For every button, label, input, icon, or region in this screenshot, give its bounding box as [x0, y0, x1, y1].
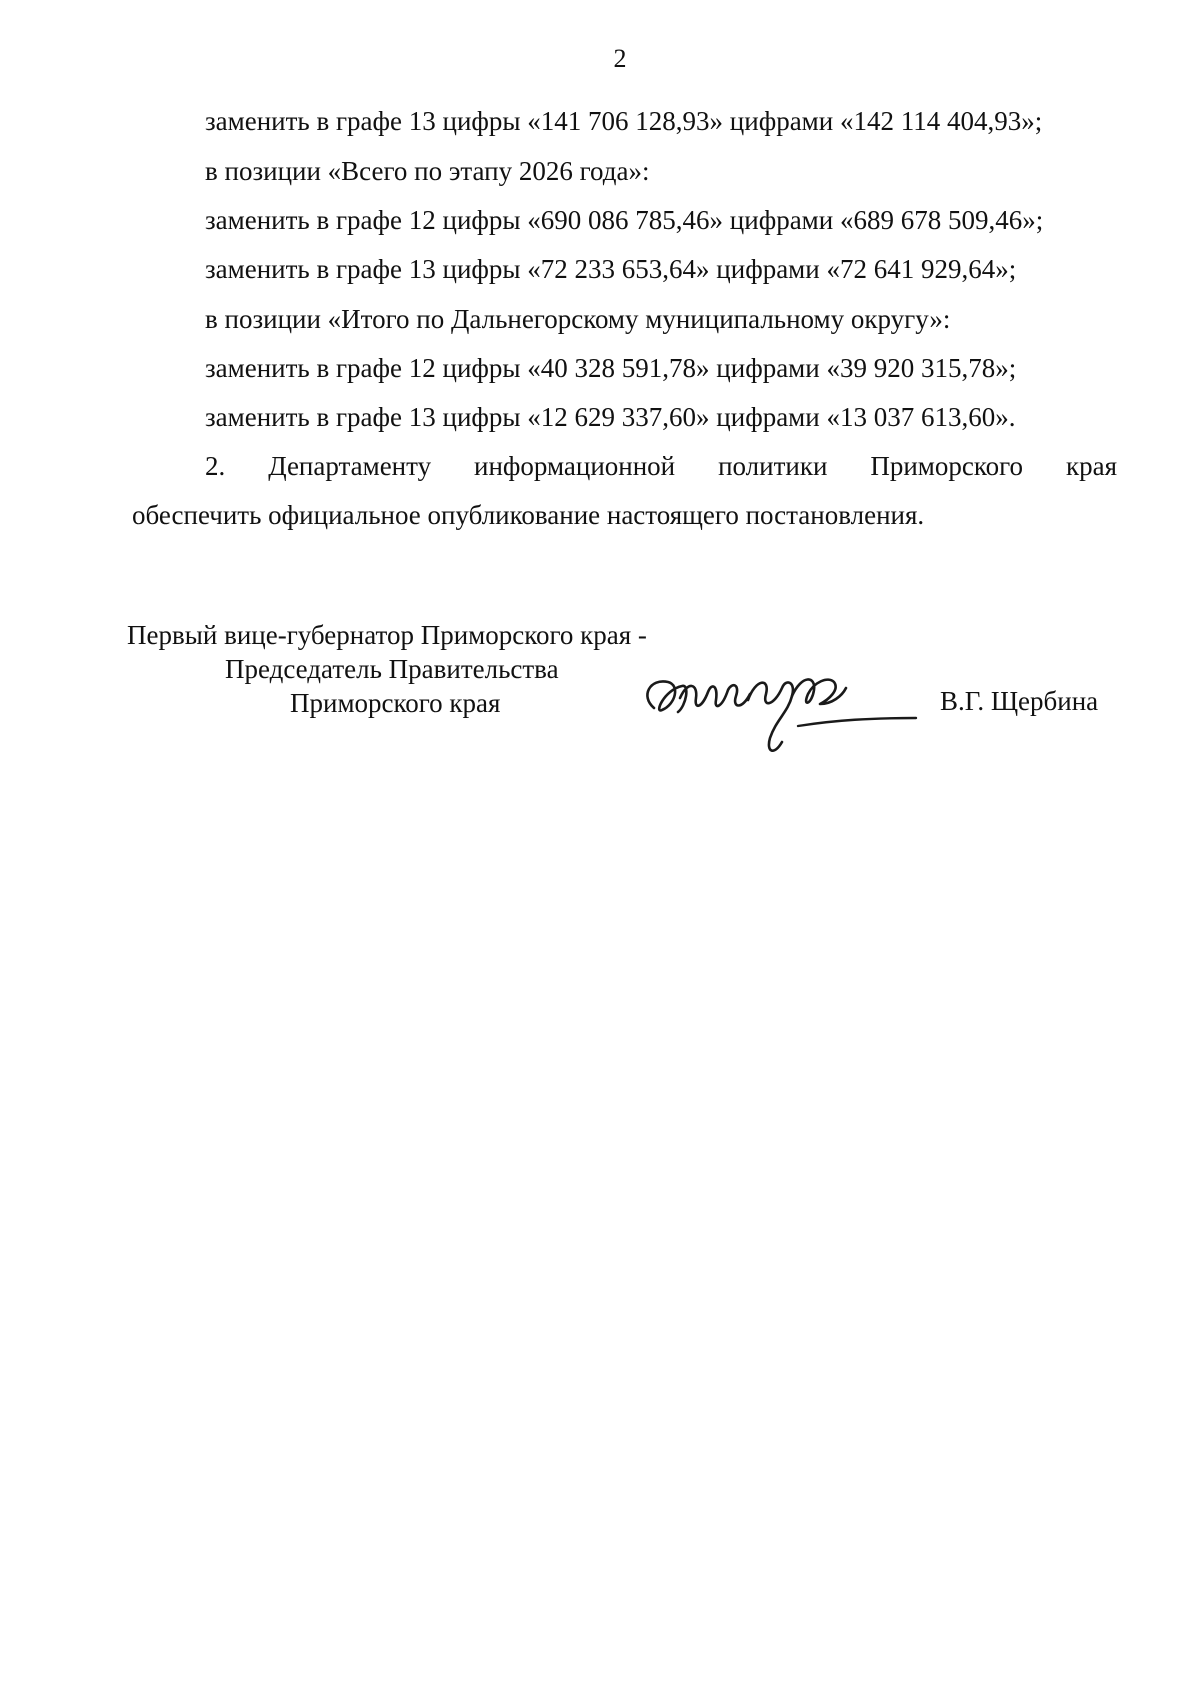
- signatory-name: В.Г. Щербина: [940, 686, 1099, 716]
- signatory-position-line-2: Председатель Правительства: [225, 654, 559, 684]
- amendment-line: заменить в графе 12 цифры «690 086 785,46» цифрами «689 678 509,46»;: [205, 205, 1044, 235]
- amendment-line: заменить в графе 13 цифры «141 706 128,93» цифрами «142 114 404,93»;: [205, 106, 1043, 136]
- signatory-position-line-3: Приморского края: [290, 688, 501, 718]
- amendment-line: заменить в графе 13 цифры «12 629 337,60» цифрами «13 037 613,60».: [205, 402, 1016, 432]
- signatory-position-line-1: Первый вице-губернатор Приморского края -: [127, 620, 647, 650]
- handwritten-signature: [636, 660, 926, 760]
- amendment-line: в позиции «Итого по Дальнегорскому муниципальному округу»:: [205, 304, 951, 334]
- paragraph-2-first-line: 2. Департаменту информационной политики Приморского края: [205, 451, 1117, 481]
- paragraph-2-second-line: обеспечить официальное опубликование настоящего постановления.: [132, 500, 925, 530]
- page-number: 2: [613, 44, 627, 73]
- amendment-line: в позиции «Всего по этапу 2026 года»:: [205, 156, 650, 186]
- amendment-line: заменить в графе 13 цифры «72 233 653,64» цифрами «72 641 929,64»;: [205, 254, 1017, 284]
- amendment-line: заменить в графе 12 цифры «40 328 591,78» цифрами «39 920 315,78»;: [205, 353, 1017, 383]
